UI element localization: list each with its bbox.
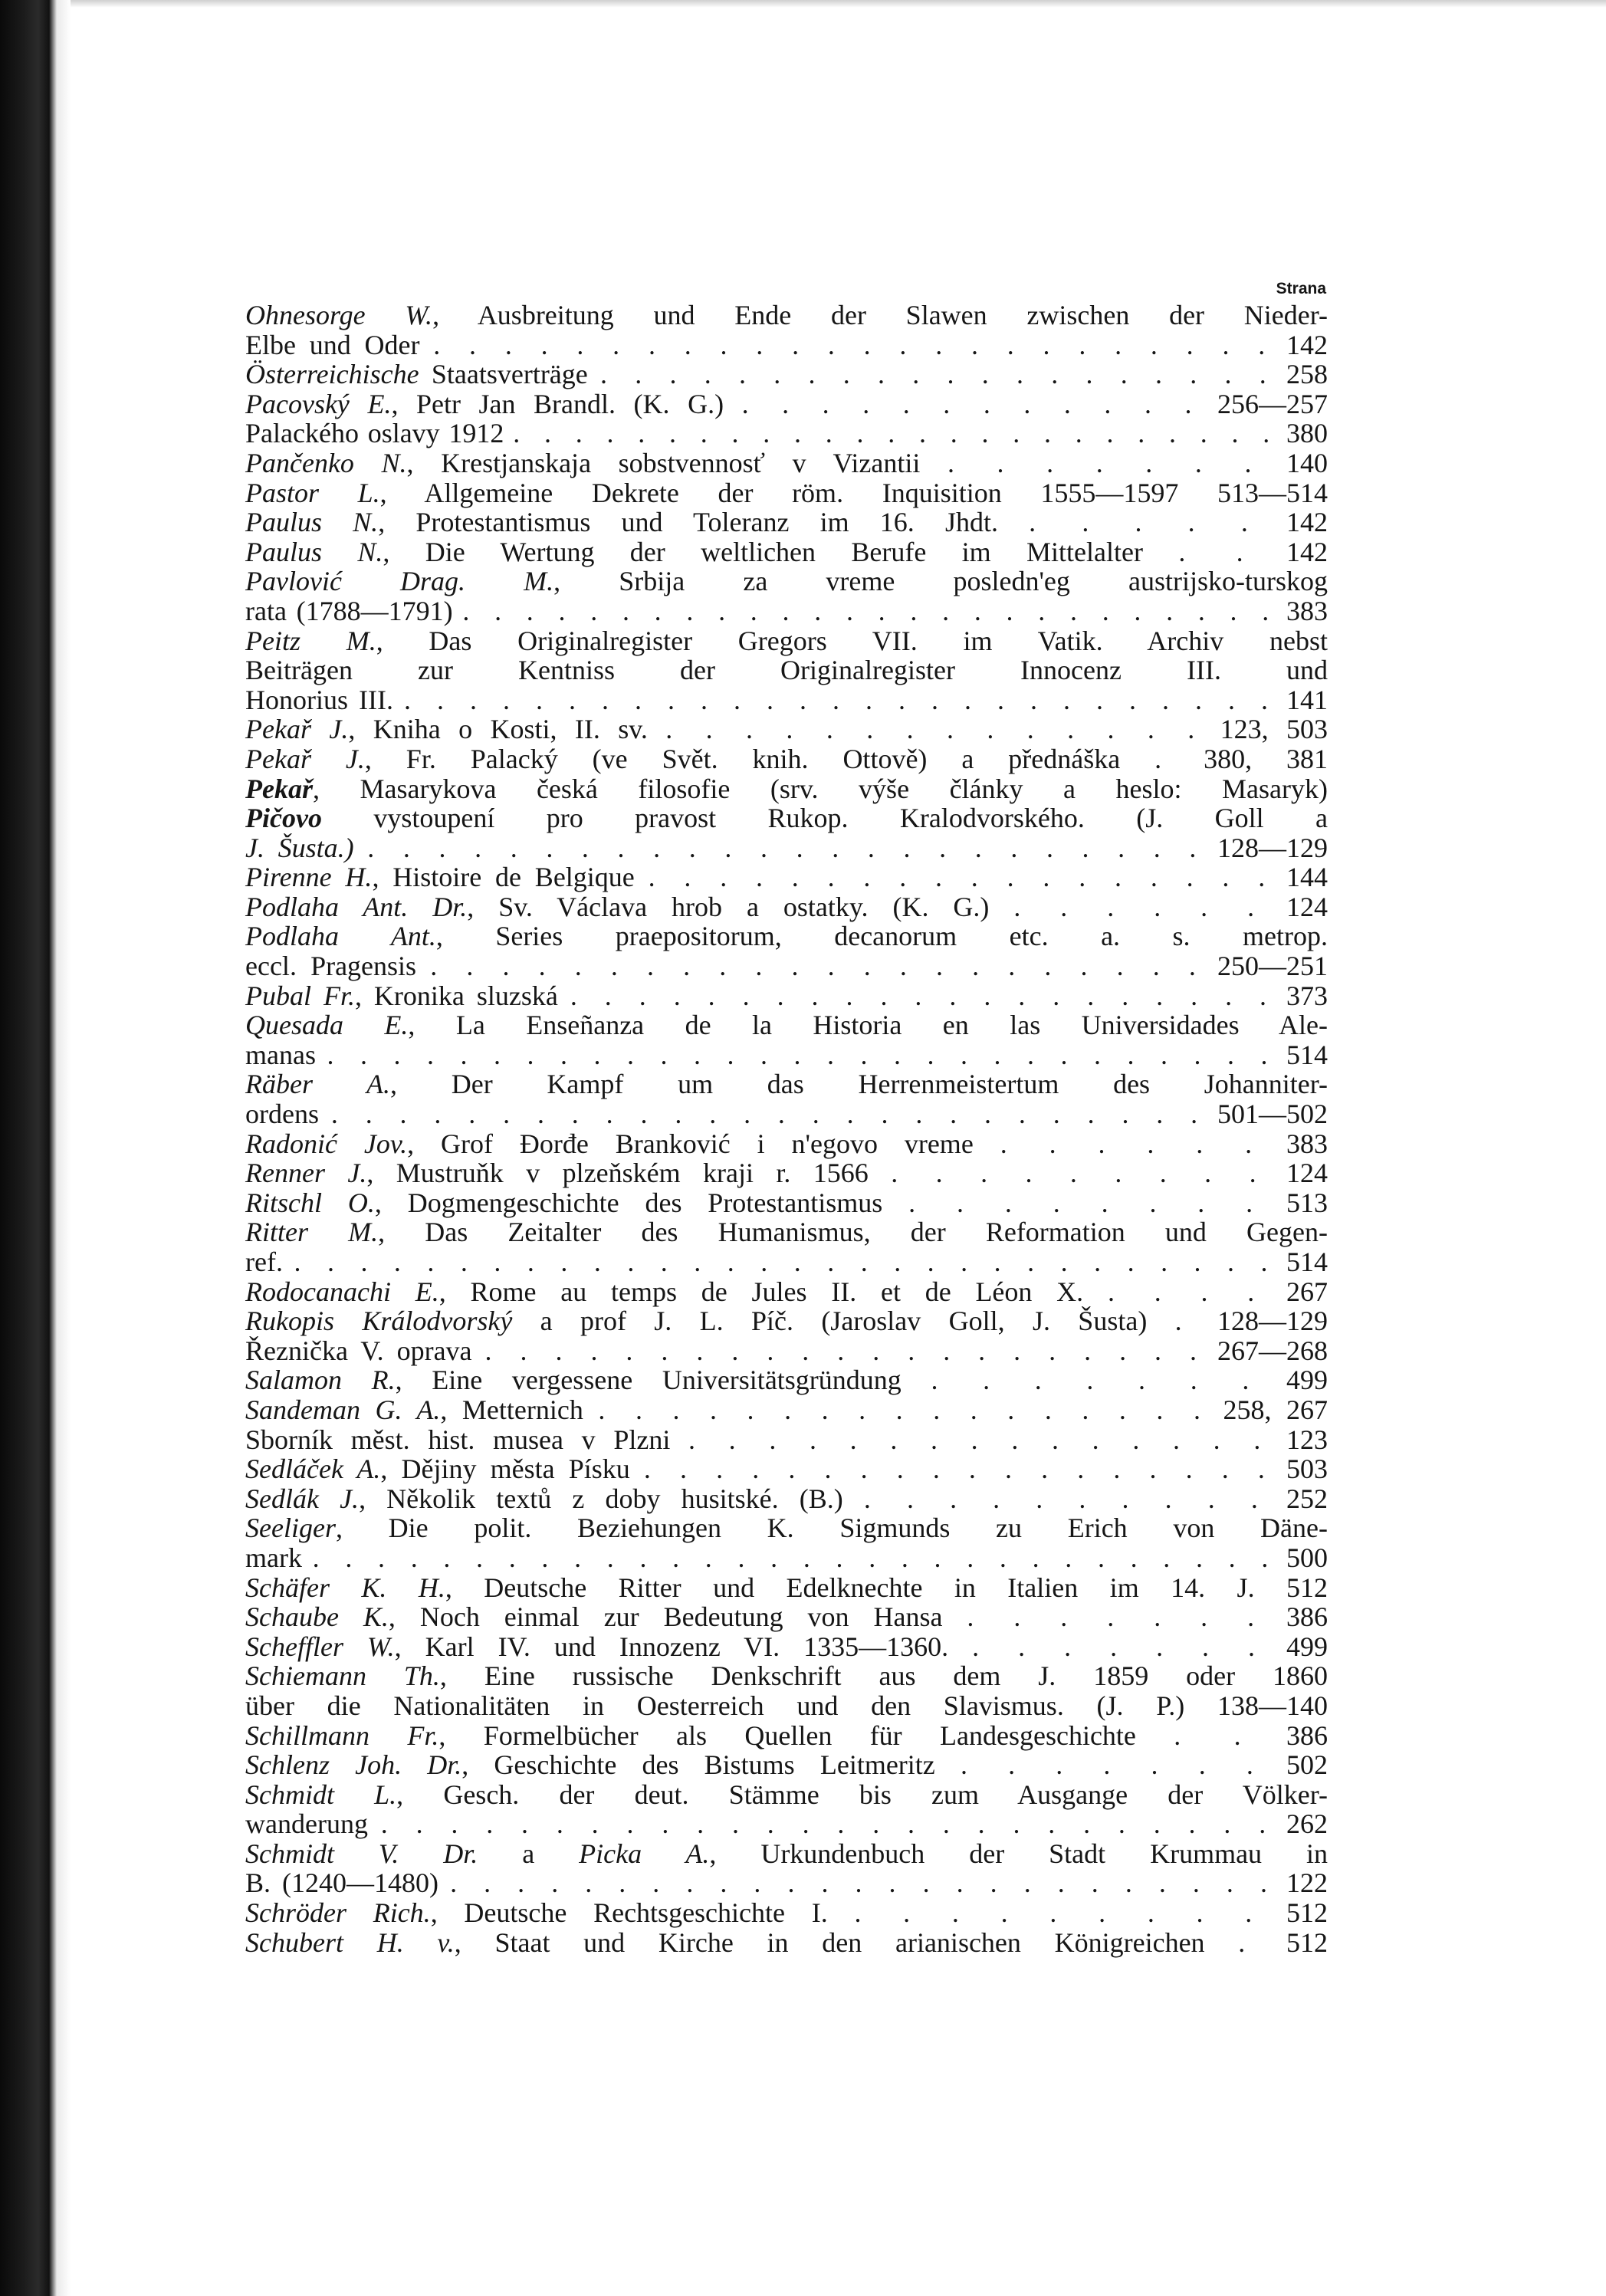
dot-leader: . . . . . . . . . . . . . . . . . . . . . . . . . . [380,1808,1274,1840]
index-entry [245,1336,1328,1366]
index-entry [245,1928,1328,1958]
entry-text: , Deutsche Ritter und Edelknechte in Italien im 14. J. [445,1572,1255,1603]
entry-text: , Die polit. Beziehungen K. Sigmunds zu Erich von Däne- [335,1513,1328,1544]
entry-text: , Staat und Kirche in den arianischen Königreichen [454,1926,1205,1958]
index-entry [245,1780,1328,1810]
dot-leader: . . . . . . . . . . . . . . . . . . . . . . [430,951,1204,982]
entry-text: , Der Kampf um das Herrenmeistertum des Johanniter- [390,1069,1328,1100]
page-number: 502 [1286,1749,1328,1781]
entry-author: Schröder Rich. [245,1897,431,1929]
page-number: 499 [1286,1365,1328,1396]
index-entry [245,1425,1328,1455]
dot-leader: . . . . . . [1013,891,1263,922]
page-number: 262 [1286,1808,1328,1840]
index-entry-continuation [245,1691,1328,1721]
scan-binding-edge [0,0,71,2296]
page-number: 267—268 [1217,1335,1328,1366]
entry-text: manas [245,1039,316,1070]
entry-text: , Karl IV. und Innozenz VI. 1335—1360. [394,1631,949,1662]
page-number: 256—257 [1217,388,1328,419]
index-entry [245,1632,1328,1662]
entry-author: Pavlović Drag. M. [245,566,554,597]
dot-leader: . . [1178,536,1251,567]
entry-author: Pacovský E. [245,388,392,419]
entry-text: , Dějiny města Písku [380,1453,630,1485]
dot-leader: . . . . . . . . . . [863,1483,1266,1514]
entry-author: Schäfer K. H. [245,1572,445,1603]
dot-leader: . [1154,743,1170,774]
entry-text: vystoupení pro pravost Rukop. Kralodvorského. (J. Goll a [321,803,1328,834]
dot-leader: . . . . . [1029,507,1256,538]
dot-leader: . . . . . . . . . [854,1897,1260,1929]
entry-text: a [478,1838,580,1869]
dot-leader: . . . . [1107,1276,1263,1307]
entry-text: , Masarykova česká filosofie (srv. výše články a heslo: Masaryk) [312,773,1328,804]
dot-leader: . . . . . . . [967,1601,1263,1633]
index-entry [245,507,1328,537]
index-entry [245,360,1328,389]
index-entry [245,1750,1328,1780]
page-number: 500 [1286,1542,1328,1573]
page-number: 386 [1286,1601,1328,1633]
entry-author: Rukopis Králodvorský [245,1306,513,1337]
index-entry [245,1395,1328,1425]
entry-author: Pekař [245,773,313,804]
index-entry [245,537,1328,567]
page-number: 499 [1286,1631,1328,1662]
dot-leader: . . . . . . . . . . . . . . . . . . . . . . . . . [513,418,1278,449]
dot-leader: . . . . . . . . . . . . . . . . . . . . . . . . . . [330,1099,1206,1130]
page-number: 124 [1286,891,1328,922]
entry-text: , Dogmengeschichte des Protestantismus [374,1187,883,1218]
entry-text: , Das Originalregister Gregors VII. im Vatik. Archiv nebst [376,625,1328,656]
entry-text: , Gesch. der deut. Stämme bis zum Ausgange der Völker- [396,1779,1328,1810]
page-number: 503 [1286,1453,1328,1485]
entry-author: Schmidt L. [245,1779,397,1810]
dot-leader: . . . . . . . . . . . . . . . . . . . . . . . . [367,832,1204,863]
entry-author: Pančenko N. [245,447,407,478]
entry-text: , Formelbücher als Quellen für Landesgeschichte [438,1720,1136,1751]
entry-author-second: Picka A. [579,1838,710,1869]
dot-leader: . . . . . . . . . . . . . . . . . . . . . . . . . . [462,595,1277,626]
entry-author: Pubal Fr. [245,980,355,1011]
index-entry [245,1277,1328,1307]
index-entry [245,1365,1328,1395]
page-number: 123 [1286,1424,1328,1455]
entry-text: , Metternich [440,1394,583,1425]
page-number: 380 [1286,418,1328,449]
entry-text: , Petr Jan Brandl. (K. G.) [391,388,724,419]
index-entry [245,478,1328,508]
entry-text: , Grof Đorđe Branković i n'egovo vreme [407,1128,974,1159]
index-entry [245,714,1328,744]
dot-leader: . . . . . . . . . [891,1158,1264,1189]
page-number: 512 [1286,1572,1328,1603]
index-entry [245,1306,1328,1336]
entry-author: Pičovo [245,803,322,834]
index-entry [245,1217,1328,1247]
entry-text: , Deutsche Rechtsgeschichte I. [430,1897,828,1929]
dot-leader: . . . . . . . . . . . . . . . . . [598,1394,1208,1425]
index-entry [245,1484,1328,1514]
index-entry [245,981,1328,1011]
page-number: 383 [1286,595,1328,626]
index-entry [245,1129,1328,1159]
page-column-label: Strana [1276,280,1326,297]
index-entry [245,1158,1328,1188]
index-entry-continuation [245,330,1328,360]
page-number: 501—502 [1217,1099,1328,1130]
page-number: 514 [1286,1039,1328,1070]
entry-text: , Die Wertung der weltlichen Berufe im Mittelalter [383,536,1143,567]
entry-author: Pekař J. [245,743,365,774]
index-entry-continuation [245,1543,1328,1573]
index-entry-continuation [245,1809,1328,1839]
page-number: 513 [1286,1187,1328,1218]
entry-text: Beiträgen zur Kentniss der Originalregister Innocenz III. und [245,655,1328,686]
entry-text: Palackého oslavy 1912 [245,418,504,449]
entry-author: Podlaha Ant. [245,921,436,952]
dot-leader: . . . . . . . [931,1365,1257,1396]
page-number: 141 [1286,684,1328,715]
index-entry [245,1898,1328,1928]
index-entry [245,1661,1328,1691]
entry-text: mark [245,1542,302,1573]
entry-author: Renner J. [245,1158,367,1189]
index-entry [245,1069,1328,1099]
dot-leader: . . . . . . . . . . . . . . . . . . . . . . . . . . . . . . [294,1247,1276,1277]
entry-author: Schillmann Fr. [245,1720,439,1751]
entry-author: Rodocanachi E. [245,1276,439,1307]
entry-text: , Několik textů z doby husitské. (B.) [359,1483,843,1514]
entry-text: , Sv. Václava hrob a ostatky. (K. G.) [467,891,990,922]
entry-text: wanderung [245,1808,368,1840]
dot-leader: . . . . . . . [972,1631,1263,1662]
entry-text: B. (1240—1480) [245,1867,439,1899]
entry-author: Ritter M. [245,1217,379,1248]
dot-leader: . . . . . . . . . . . . [741,388,1200,419]
dot-leader: . . . . . . . . [908,1187,1261,1218]
entry-text: , Kniha o Kosti, II. sv. [348,714,648,745]
page-number: 383 [1286,1128,1328,1159]
dot-leader: . [1174,1306,1190,1337]
entry-author: Ritschl O. [245,1187,375,1218]
dot-leader: . . . . . . . . . . . . . . . . . . . . . . . . [433,329,1273,360]
index-entry [245,1573,1328,1603]
index-entry [245,862,1328,892]
page-number: 140 [1286,447,1328,478]
dot-leader: . . [1174,1720,1249,1751]
page-number: 267 [1286,1276,1328,1307]
dot-leader: . . . . . . . . . . . . . . . [688,1424,1269,1455]
index-entry [245,1188,1328,1218]
entry-author: Salamon R. [245,1365,396,1396]
dot-leader: . . . . . . . . . . . . . . . . . . . . . [570,980,1275,1011]
dot-leader: . . . . . . [1000,1128,1260,1159]
dot-leader: . . . . . . . . . . . . . . . . . . [643,1453,1273,1485]
index-entry [245,1839,1328,1869]
entry-text: , Srbija za vreme posledn'eg austrijsko-turskog [553,566,1328,597]
page-number: 258, 267 [1223,1394,1328,1425]
page-number: 122 [1286,1867,1328,1899]
page-number: 373 [1286,980,1328,1011]
entry-text: ref. [245,1247,283,1277]
index-entry-continuation [245,655,1328,685]
page-number: 142 [1286,329,1328,360]
index-entry-continuation [245,1040,1328,1070]
entry-author: Radonić Jov. [245,1128,408,1159]
entry-text: , Ausbreitung und Ende der Slawen zwischen der Nieder- [432,300,1328,330]
index-entry [245,419,1328,448]
page-number: 513—514 [1217,477,1328,508]
entry-text: über die Nationalitäten in Oesterreich und den Slavismus. (J. P.) 138—140 [245,1690,1328,1721]
index-entry [245,626,1328,656]
index-entry-continuation [245,1247,1328,1277]
entry-author: Schiemann Th. [245,1660,440,1692]
page-number: 128—129 [1217,1306,1328,1337]
entry-text: , Das Zeitalter des Humanismus, der Reformation und Gegen- [378,1217,1328,1248]
index-page [245,278,1328,1957]
entry-text: Staatsverträge [419,359,588,390]
entry-author: Seeliger [245,1513,336,1544]
entry-text: , Noch einmal zur Bedeutung von Hansa [388,1601,943,1633]
entry-text: Elbe und Oder [245,329,420,360]
entry-text: , Eine vergessene Universitätsgründung [395,1365,902,1396]
dot-leader: . . . . . . . . . . . . . . [665,714,1203,745]
page-number: 144 [1286,862,1328,893]
dot-leader: . . . . . . . . . . . . . . . . . . . . . . . . . . . . . . [312,1542,1276,1573]
index-entry [245,1602,1328,1632]
index-entry [245,448,1328,478]
index-entry-continuation [245,1099,1328,1129]
entry-text: eccl. Pragensis [245,951,417,982]
index-entry [245,1010,1328,1040]
page-number: 514 [1286,1247,1328,1277]
entry-author: Österreichische [245,359,419,390]
page-number: 250—251 [1217,951,1328,982]
index-entries [245,301,1328,1957]
entry-author: Podlaha Ant. Dr. [245,891,468,922]
index-entry-continuation [245,1868,1328,1898]
index-entry-continuation [245,833,1328,863]
dot-leader: . . . . . . . . . . . . . . . . . . [648,862,1273,893]
entry-author: Ohnesorge W. [245,300,433,330]
page-number: 124 [1286,1158,1328,1189]
entry-author: Sedlák J. [245,1483,360,1514]
dot-leader: . . . . . . . . . . . . . . . . . . . . . . . . . . . . . [327,1039,1276,1070]
index-entry [245,803,1328,833]
entry-author: Sedláček A. [245,1453,381,1485]
entry-text: rata (1788—1791) [245,595,453,626]
entry-text: , Histoire de Belgique [372,862,635,893]
page-number: 258 [1286,359,1328,390]
entry-author: Pastor L. [245,477,380,508]
dot-leader: . . . . . . . [947,447,1260,478]
dot-leader: . . . . . . . . . . . . . . . . . . . . . . . . . [450,1867,1275,1899]
page-number: 380, 381 [1204,743,1328,774]
page-number: 142 [1286,536,1328,567]
dot-leader: . [1238,1926,1253,1958]
entry-text: , Geschichte des Bistums Leitmeritz [461,1749,935,1781]
entry-text: , Fr. Palacký (ve Svět. knih. Ottově) a přednáška [364,743,1121,774]
page-number: 128—129 [1217,832,1328,863]
index-entry-continuation [245,685,1328,715]
entry-author: Pirenne H. [245,862,373,893]
entry-text: Řeznička V. oprava [245,1335,472,1366]
index-entry [245,774,1328,804]
page-number: 386 [1286,1720,1328,1751]
page-number: 142 [1286,507,1328,538]
entry-text: Sborník měst. hist. musea v Plzni [245,1424,671,1455]
entry-text: , Kronika sluzská [354,980,558,1011]
entry-text: a prof J. L. Píč. (Jaroslav Goll, J. Šusta) [512,1306,1148,1337]
entry-text: , La Enseñanza de la Historia en las Universidades Ale- [408,1010,1328,1041]
entry-author: Schmidt V. Dr. [245,1838,478,1869]
entry-text: , Eine russische Denkschrift aus dem J. 1859 oder 1860 [439,1660,1328,1692]
entry-text: , Protestantismus und Toleranz im 16. Jhdt. [378,507,998,538]
entry-text: , Rome au temps de Jules II. et de Léon X. [438,1276,1084,1307]
entry-author: Schaube K. [245,1601,389,1633]
entry-author: Quesada E. [245,1010,409,1041]
index-entry [245,1454,1328,1484]
index-entry [245,744,1328,774]
entry-text: , Series praepositorum, decanorum etc. a. s. metrop. [435,921,1328,952]
entry-text: , Krestjanskaja sobstvennosť v Vizantii [406,447,921,478]
entry-author: Paulus N. [245,507,379,538]
entry-text: , Mustruňk v plzeňském kraji r. 1566 [366,1158,869,1189]
index-entry [245,892,1328,922]
index-entry-continuation [245,951,1328,981]
index-entry [245,301,1328,330]
index-entry-continuation [245,596,1328,626]
entry-text: , Allgemeine Dekrete der röm. Inquisition 1555—1597 [379,477,1179,508]
entry-text-rest: , Urkundenbuch der Stadt Krummau in [709,1838,1328,1869]
index-entry [245,567,1328,596]
page-number: 512 [1286,1926,1328,1958]
entry-author: Paulus N. [245,536,383,567]
entry-author: Schubert H. v. [245,1926,455,1958]
entry-author: Pekař J. [245,714,349,745]
dot-leader: . . . . . . . . . . . . . . . . . . . . . [484,1335,1205,1366]
entry-author: Sandeman G. A. [245,1394,441,1425]
page-number: 123, 503 [1220,714,1328,745]
entry-text: Honorius III. [245,684,393,715]
entry-text: ordens [245,1099,319,1130]
index-entry [245,389,1328,419]
page-number: 512 [1286,1897,1328,1929]
entry-author: Räber A. [245,1069,391,1100]
index-entry [245,1513,1328,1543]
dot-leader: . . . . . . . . . . . . . . . . . . . . [600,359,1274,390]
index-entry [245,1721,1328,1751]
entry-author: Peitz M. [245,625,376,656]
entry-author: Scheffler W. [245,1631,395,1662]
dot-leader: . . . . . . . . . . . . . . . . . . . . . . . . . . . [403,684,1276,715]
index-entry [245,921,1328,951]
entry-text: J. Šusta.) [245,832,354,863]
dot-leader: . . . . . . . [960,1749,1261,1781]
entry-author: Schlenz Joh. Dr. [245,1749,462,1781]
scan-top-edge [71,0,1606,8]
page-number: 252 [1286,1483,1328,1514]
